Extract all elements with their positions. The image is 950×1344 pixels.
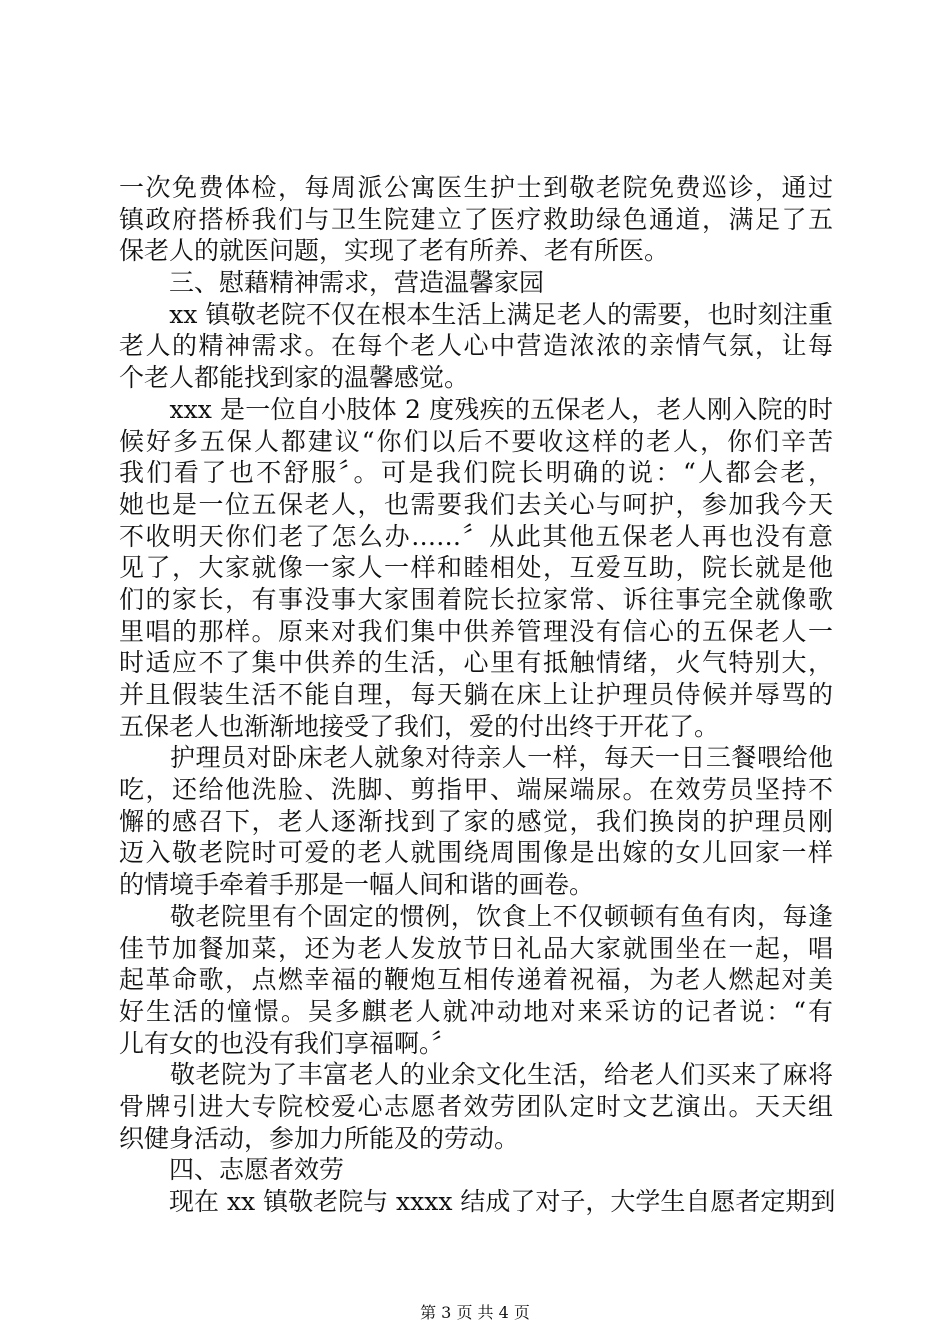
text-line: 老人的精神需求。在每个老人心中营造浓浓的亲情气氛，让每 (119, 331, 833, 361)
text-line: 迈入敬老院时可爱的老人就围绕周围像是出嫁的女儿回家一样 (119, 838, 833, 868)
text-line: 我们看了也不舒服〞。可是我们院长明确的说：“人都会老， (119, 458, 833, 488)
text-line: 好生活的憧憬。吴多麒老人就冲动地对来采访的记者说：“有 (119, 996, 833, 1026)
text-line: 见了，大家就像一家人一样和睦相处，互爱互助，院长就是他 (119, 553, 833, 583)
text-line: 候好多五保人都建议“你们以后不要收这样的老人，你们辛苦 (119, 426, 833, 456)
text-line: 儿有女的也没有我们享福啊。〞 (119, 1028, 457, 1058)
text-line: 们的家长，有事没事大家围着院长拉家常、诉往事完全就像歌 (119, 584, 833, 614)
text-line: 一次免费体检，每周派公寓医生护士到敬老院免费巡诊，通过 (119, 173, 833, 202)
text-line: 的情境手牵着手那是一幅人间和谐的画卷。 (119, 870, 595, 900)
page-footer (0, 1303, 950, 1323)
text-line: 五保老人也渐渐地接受了我们，爱的付出终于开花了。 (119, 711, 720, 741)
text-line: 她也是一位五保老人，也需要我们去关心与呵护，参加我今天 (119, 489, 833, 519)
text-line: 不收明天你们老了怎么办……〞从此其他五保老人再也没有意 (119, 521, 833, 551)
text-line: xx 镇敬老院不仅在根本生活上满足老人的需要，也时刻注重 (119, 299, 833, 329)
text-line: 镇政府搭桥我们与卫生院建立了医疗救助绿色通道，满足了五 (119, 204, 833, 234)
text-line: 敬老院为了丰富老人的业余文化生活，给老人们买来了麻将 (119, 1060, 833, 1090)
text-line: 保老人的就医问题，实现了老有所养、老有所医。 (119, 236, 670, 266)
text-line: 骨牌引进大专院校爱心志愿者效劳团队定时文艺演出。天天组 (119, 1091, 833, 1121)
text-line: 护理员对卧床老人就象对待亲人一样，每天一日三餐喂给他 (119, 743, 833, 773)
text-line: xxx 是一位自小肢体 2 度残疾的五保老人，老人刚入院的时 (119, 394, 833, 424)
text-line: 个老人都能找到家的温馨感觉。 (119, 363, 470, 393)
text-line: 织健身活动，参加力所能及的劳动。 (119, 1123, 520, 1153)
text-line: 时适应不了集中供养的生活，心里有抵触情绪，火气特别大， (119, 648, 833, 678)
text-line: 佳节加餐加菜，还为老人发放节日礼品大家就围坐在一起，唱 (119, 933, 833, 963)
text-line: 敬老院里有个固定的惯例，饮食上不仅顿顿有鱼有肉，每逢 (119, 901, 833, 931)
page-number: 第 3 页 共 4 页 (420, 1303, 530, 1322)
text-line: 吃，还给他洗脸、洗脚、剪指甲、端屎端尿。在效劳员坚持不 (119, 775, 833, 805)
text-line: 懈的感召下，老人逐渐找到了家的感觉，我们换岗的护理员刚 (119, 806, 833, 836)
document-body (119, 172, 836, 1218)
section-heading: 三、慰藉精神需求，营造温馨家园 (119, 268, 545, 298)
text-line: 并且假装生活不能自理，每天躺在床上让护理员侍候并辱骂的 (119, 680, 833, 709)
section-heading: 四、志愿者效劳 (119, 1155, 345, 1185)
text-line: 起革命歌，点燃幸福的鞭炮互相传递着祝福，为老人燃起对美 (119, 965, 833, 995)
text-line: 里唱的那样。原来对我们集中供养管理没有信心的五保老人一 (119, 616, 833, 646)
text-line: 现在 xx 镇敬老院与 xxxx 结成了对子，大学生自愿者定期到 (119, 1187, 836, 1216)
